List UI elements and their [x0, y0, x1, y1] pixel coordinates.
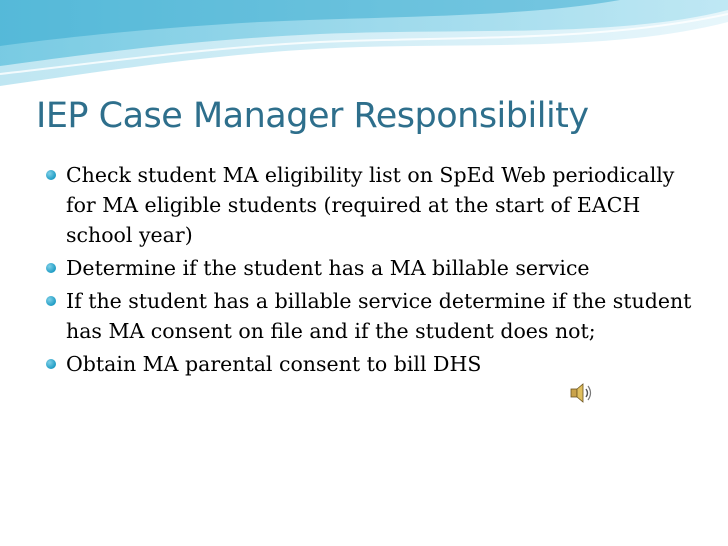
header-wave-decoration — [0, 0, 728, 100]
bullet-icon — [46, 263, 56, 273]
bullet-item — [46, 286, 696, 346]
bullet-text: If the student has a billable service determine if the student has MA consent on file and if the student does not; — [66, 289, 692, 343]
bullet-icon — [46, 170, 56, 180]
bullet-icon — [46, 359, 56, 369]
bullet-item — [46, 349, 696, 379]
bullet-text: Obtain MA parental consent to bill DHS — [66, 352, 482, 376]
slide-title: IEP Case Manager Responsibility — [36, 96, 589, 136]
bullet-item — [46, 253, 696, 283]
bullet-icon — [46, 296, 56, 306]
speaker-icon[interactable] — [567, 380, 593, 406]
bullet-item — [46, 160, 696, 250]
bullet-text: Check student MA eligibility list on SpEd Web periodically for MA eligible students (required at the start of EACH school year) — [66, 163, 675, 247]
bullet-list — [46, 160, 696, 382]
bullet-text: Determine if the student has a MA billable service — [66, 256, 590, 280]
